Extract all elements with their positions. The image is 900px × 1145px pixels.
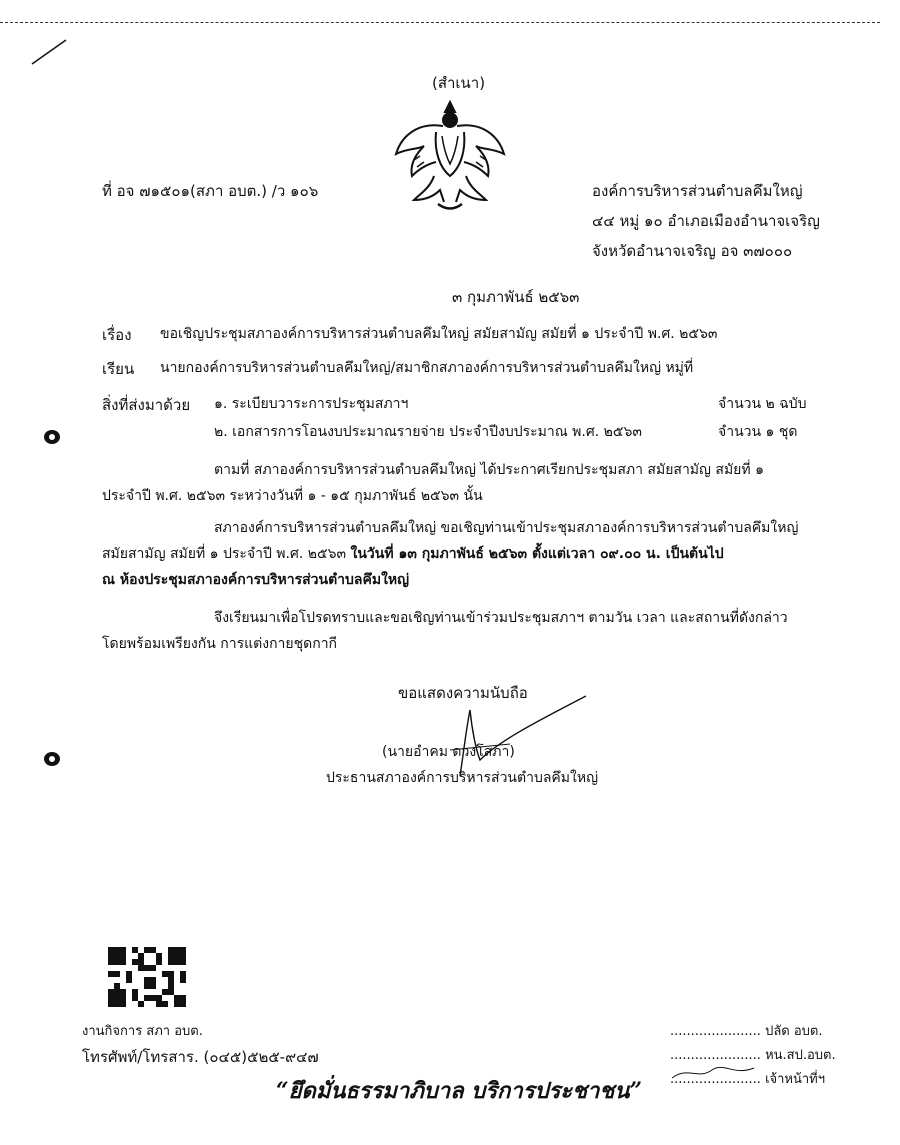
to-label: เรียน: [102, 360, 135, 378]
initial-line-chief: ...................... ปลัด อบต.: [670, 1024, 823, 1039]
meeting-location: ณ ห้องประชุมสภาองค์การบริหารส่วนตำบลคึมใหญ่: [102, 572, 410, 588]
org-address: ๔๔ หมู่ ๑๐ อำเภอเมืองอำนาจเจริญ: [592, 212, 820, 230]
subject-text: ขอเชิญประชุมสภาองค์การบริหารส่วนตำบลคึมใหญ่ สมัยสามัญ สมัยที่ ๑ ประจำปี พ.ศ. ๒๕๖๓: [160, 326, 718, 342]
enclosure-qty: จำนวน ๒ ฉบับ: [718, 396, 807, 412]
paragraph-2-line-1: สภาองค์การบริหารส่วนตำบลคึมใหญ่ ขอเชิญท่านเข้าประชุมสภาองค์การบริหารส่วนตำบลคึมใหญ่: [214, 520, 799, 536]
initial-line-officer: ...................... เจ้าหน้าที่ฯ: [670, 1072, 826, 1087]
subject-label: เรื่อง: [102, 326, 132, 344]
punch-hole-icon: [44, 430, 60, 444]
copy-label: (สำเนา): [432, 74, 486, 92]
footer-department: งานกิจการ สภา อบต.: [82, 1024, 203, 1039]
paragraph-2-text: สมัยสามัญ สมัยที่ ๑ ประจำปี พ.ศ. ๒๕๖๓: [102, 546, 351, 562]
initial-scribble: [668, 1060, 758, 1084]
initial-line-head: ...................... หน.สป.อบต.: [670, 1048, 836, 1063]
enclosure-qty: จำนวน ๑ ชุด: [718, 424, 798, 440]
to-text: นายกองค์การบริหารส่วนตำบลคึมใหญ่/สมาชิกสภาองค์การบริหารส่วนตำบลคึมใหญ่ หมู่ที่: [160, 360, 694, 376]
paragraph-2-line-2: [102, 546, 724, 563]
letter-date: ๓ กุมภาพันธ์ ๒๕๖๓: [452, 288, 580, 306]
enclosure-item: ๑. ระเบียบวาระการประชุมสภาฯ: [214, 396, 409, 412]
enclosure-item: ๒. เอกสารการโอนงบประมาณรายจ่าย ประจำปีงบประมาณ พ.ศ. ๒๕๖๓: [214, 424, 642, 440]
signer-title: ประธานสภาองค์การบริหารส่วนตำบลคึมใหญ่: [326, 770, 599, 786]
footer-slogan: “ยึดมั่นธรรมาภิบาล บริการประชาชน”: [276, 1078, 643, 1104]
punch-hole-icon: [44, 752, 60, 766]
footer-phone: โทรศัพท์/โทรสาร. (๐๔๕)๕๒๕-๙๔๗: [82, 1048, 319, 1066]
signer-name: (นายอำคม ดวงโสภา): [382, 744, 515, 760]
paragraph-3-line-1: จึงเรียนมาเพื่อโปรดทราบและขอเชิญท่านเข้าร่วมประชุมสภาฯ ตามวัน เวลา และสถานที่ดังกล่าว: [214, 610, 788, 626]
enclosures-label: สิ่งที่ส่งมาด้วย: [102, 396, 191, 414]
pen-mark: [30, 36, 70, 66]
reference-number: ที่ อจ ๗๑๕๐๑(สภา อบต.) /ว ๑๐๖: [102, 182, 319, 200]
org-province: จังหวัดอำนาจเจริญ อจ ๓๗๐๐๐: [592, 242, 793, 260]
paragraph-3-line-2: โดยพร้อมเพรียงกัน การแต่งกายชุดกากี: [102, 636, 338, 652]
signature: [420, 690, 590, 780]
closing: ขอแสดงความนับถือ: [398, 684, 528, 702]
qr-code: [108, 946, 186, 1008]
top-dashed-line: [0, 22, 880, 23]
paragraph-1-line-1: ตามที่ สภาองค์การบริหารส่วนตำบลคึมใหญ่ ได้ประกาศเรียกประชุมสภา สมัยสามัญ สมัยที่ ๑: [214, 462, 764, 478]
paragraph-1-line-2: ประจำปี พ.ศ. ๒๕๖๓ ระหว่างวันที่ ๑ - ๑๕ กุมภาพันธ์ ๒๕๖๓ นั้น: [102, 488, 483, 504]
meeting-datetime: ในวันที่ ๑๓ กุมภาพันธ์ ๒๕๖๓ ตั้งแต่เวลา ๐๙.๐๐ น. เป็นต้นไป: [350, 546, 724, 562]
org-name: องค์การบริหารส่วนตำบลคึมใหญ่: [592, 182, 803, 200]
garuda-emblem: [390, 96, 510, 216]
